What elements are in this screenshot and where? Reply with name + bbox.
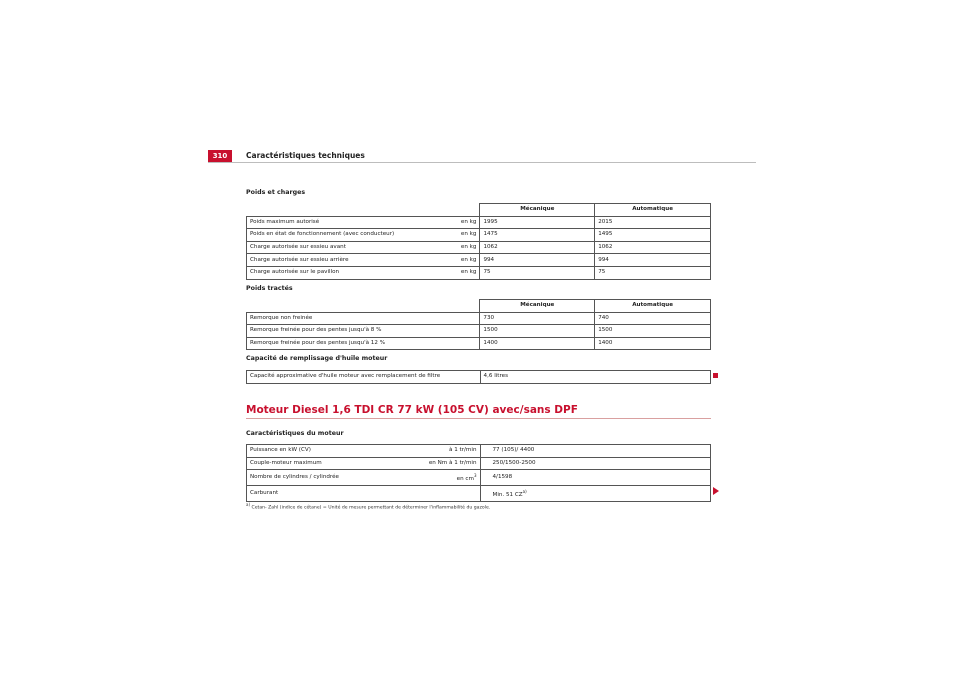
row-mec: 1062 [480, 241, 595, 254]
row-label: Carburant [247, 486, 407, 502]
engine-heading: Moteur Diesel 1,6 TDI CR 77 kW (105 CV) avec/sans DPF [246, 404, 578, 416]
table-row [247, 445, 711, 458]
table-row [247, 254, 711, 267]
row-unit-cell [406, 470, 480, 486]
engine-subtitle: Caractéristiques du moteur [246, 430, 344, 437]
row-unit [406, 486, 480, 502]
unit-superscript: 3 [473, 473, 477, 479]
table-row [247, 457, 711, 470]
row-auto: 1500 [595, 325, 711, 338]
row-label: Nombre de cylindres / cylindrée [247, 470, 407, 486]
footnote-marker: a) [246, 502, 251, 507]
row-label: Charge autorisée sur essieu avant [247, 241, 447, 254]
table-row [247, 229, 711, 242]
row-value: 77 (105)/ 4400 [480, 445, 711, 458]
row-mec: 1500 [480, 325, 595, 338]
row-label: Remorque non freinée [247, 312, 480, 325]
row-value: Min. 51 CZ [492, 492, 523, 499]
col-automatique: Automatique [595, 204, 711, 217]
oil-section-title: Capacité de remplissage d'huile moteur [246, 355, 388, 362]
row-label: Puissance en kW (CV) [247, 445, 407, 458]
table-row [247, 337, 711, 350]
towing-section-title: Poids tractés [246, 285, 293, 292]
row-auto: 75 [595, 266, 711, 279]
row-mec: 1995 [480, 216, 595, 229]
row-unit: en Nm à 1 tr/min [406, 457, 480, 470]
col-mecanique: Mécanique [480, 300, 595, 313]
heading-divider [246, 418, 711, 419]
row-unit: en kg [446, 254, 480, 267]
header-blank [247, 204, 480, 217]
table-row [247, 486, 711, 502]
table-row [247, 312, 711, 325]
weights-table [246, 203, 711, 280]
row-mec: 730 [480, 312, 595, 325]
oil-label: Capacité approximative d'huile moteur avec remplacement de filtre [247, 371, 481, 384]
row-unit: en kg [446, 266, 480, 279]
table-row [247, 266, 711, 279]
table-row [247, 241, 711, 254]
table-row [247, 371, 711, 384]
row-auto: 2015 [595, 216, 711, 229]
footnote-ref: a) [522, 489, 527, 495]
row-value: 4/1598 [480, 470, 711, 486]
footnote-text: Cetan- Zahl (indice de cétane) = Unité de mesure permettant de déterminer l'inflammabilité du gazole. [251, 505, 491, 511]
row-auto: 740 [595, 312, 711, 325]
page-title: Caractéristiques techniques [246, 151, 365, 160]
row-mec: 1400 [480, 337, 595, 350]
row-label: Charge autorisée sur essieu arrière [247, 254, 447, 267]
row-label: Poids en état de fonctionnement (avec conducteur) [247, 229, 447, 242]
table-row [247, 325, 711, 338]
row-unit: en kg [446, 229, 480, 242]
col-mecanique: Mécanique [480, 204, 595, 217]
continue-arrow-icon [713, 487, 719, 495]
table-row [247, 216, 711, 229]
row-value: 250/1500-2500 [480, 457, 711, 470]
row-auto: 1062 [595, 241, 711, 254]
col-automatique: Automatique [595, 300, 711, 313]
row-mec: 75 [480, 266, 595, 279]
row-label: Remorque freinée pour des pentes jusqu'à 8 % [247, 325, 480, 338]
section-end-marker [713, 373, 718, 378]
header-divider [208, 162, 756, 163]
row-unit: en cm [456, 476, 474, 483]
row-auto: 1495 [595, 229, 711, 242]
table-row [247, 470, 711, 486]
row-unit: en kg [446, 241, 480, 254]
row-auto: 1400 [595, 337, 711, 350]
row-mec: 994 [480, 254, 595, 267]
oil-table [246, 370, 711, 384]
row-label: Poids maximum autorisé [247, 216, 447, 229]
row-unit: en kg [446, 216, 480, 229]
footnote [246, 502, 490, 511]
row-label: Charge autorisée sur le pavillon [247, 266, 447, 279]
page-number: 310 [208, 150, 232, 162]
weights-section-title: Poids et charges [246, 189, 306, 196]
weights-header-row [247, 204, 711, 217]
row-label: Remorque freinée pour des pentes jusqu'à 12 % [247, 337, 480, 350]
oil-value: 4,6 litres [480, 371, 710, 384]
row-unit: à 1 tr/min [406, 445, 480, 458]
row-mec: 1475 [480, 229, 595, 242]
row-label: Couple-moteur maximum [247, 457, 407, 470]
header-blank [247, 300, 480, 313]
engine-table [246, 444, 711, 502]
towing-header-row [247, 300, 711, 313]
towing-table [246, 299, 711, 350]
row-auto: 994 [595, 254, 711, 267]
row-value-cell [480, 486, 711, 502]
